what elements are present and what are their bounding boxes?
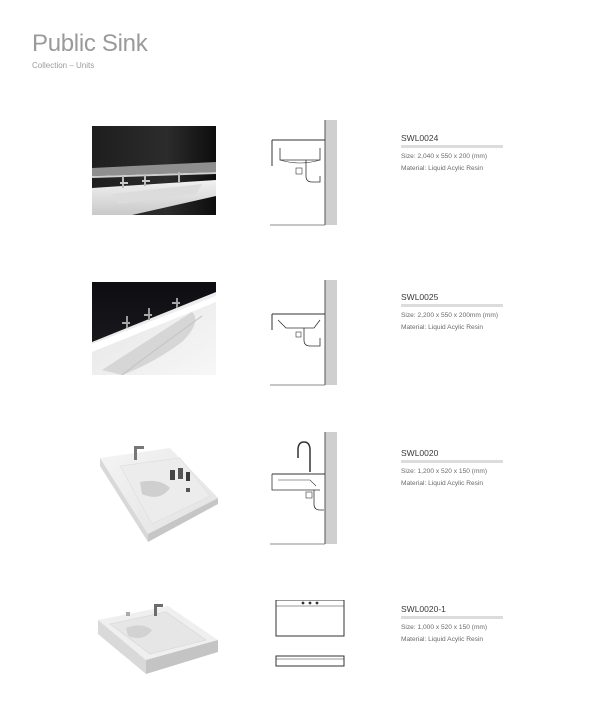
wall-mounted-sink-section-icon [258, 120, 358, 230]
page-header [32, 30, 147, 70]
product-swl0025 [0, 280, 600, 410]
sink-with-faucet-section-icon [258, 432, 358, 547]
wall-mounted-sink-section-icon [258, 280, 358, 390]
product-spec [401, 448, 503, 490]
product-code: SWL0020-1 [401, 604, 446, 614]
product-size: Size: 2,040 x 550 x 200 (mm) [401, 153, 488, 160]
product-swl0020 [0, 430, 600, 560]
product-spec [401, 292, 503, 334]
spec-divider [401, 616, 503, 619]
product-code: SWL0025 [401, 292, 439, 302]
product-spec [401, 133, 503, 175]
sink-photo-icon [100, 442, 220, 542]
product-material: Material: Liquid Acylic Resin [401, 636, 484, 643]
spec-divider [401, 460, 503, 463]
product-material: Material: Liquid Acylic Resin [401, 165, 484, 172]
product-material: Material: Liquid Acylic Resin [401, 480, 484, 487]
product-material: Material: Liquid Acylic Resin [401, 324, 484, 331]
sink-photo-icon [92, 282, 216, 375]
sink-top-and-front-view-icon [258, 600, 358, 680]
product-spec [401, 604, 503, 646]
page-title: Public Sink [32, 30, 148, 57]
product-size: Size: 2,200 x 550 x 200mm (mm) [401, 312, 499, 319]
spec-divider [401, 145, 503, 148]
page-subtitle: Collection – Units [32, 61, 95, 70]
product-size: Size: 1,200 x 520 x 150 (mm) [401, 468, 488, 475]
sink-photo-icon [92, 126, 216, 215]
sink-photo-icon [96, 598, 220, 680]
product-swl0020-1 [0, 590, 600, 720]
product-code: SWL0024 [401, 133, 439, 143]
product-swl0024 [0, 120, 600, 250]
product-size: Size: 1,000 x 520 x 150 (mm) [401, 624, 488, 631]
product-code: SWL0020 [401, 448, 439, 458]
spec-divider [401, 304, 503, 307]
